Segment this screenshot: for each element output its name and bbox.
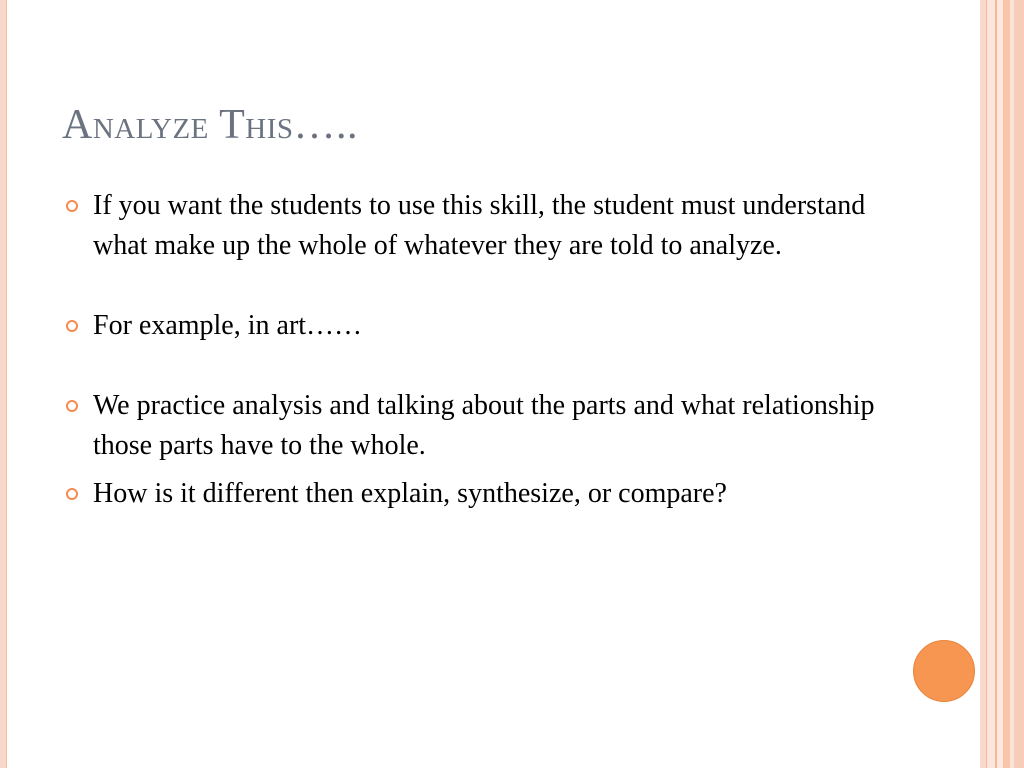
bullet-item	[62, 386, 882, 466]
bullet-text: For example, in art……	[93, 310, 363, 341]
bullet-text: We practice analysis and talking about the parts and what relationship those parts have to the whole.	[93, 390, 875, 461]
bullet-item	[62, 474, 882, 514]
left-border-decoration	[0, 0, 7, 768]
bullet-icon	[66, 200, 78, 212]
stripe	[1003, 0, 1010, 768]
right-stripe-decoration	[980, 0, 1024, 768]
bullet-item	[62, 306, 882, 346]
stripe	[987, 0, 995, 768]
bullet-icon	[66, 400, 78, 412]
bullet-icon	[66, 320, 78, 332]
bullet-item	[62, 186, 882, 266]
stripe	[1014, 0, 1024, 768]
bullet-list	[62, 186, 882, 514]
bullet-icon	[66, 488, 78, 500]
bullet-text: If you want the students to use this skill, the student must understand what make up the whole of whatever they are told to analyze.	[93, 190, 866, 261]
bullet-text: How is it different then explain, synthesize, or compare?	[93, 478, 727, 509]
slide-title: Analyze This…..	[62, 102, 359, 148]
decorative-circle-icon	[913, 640, 975, 702]
